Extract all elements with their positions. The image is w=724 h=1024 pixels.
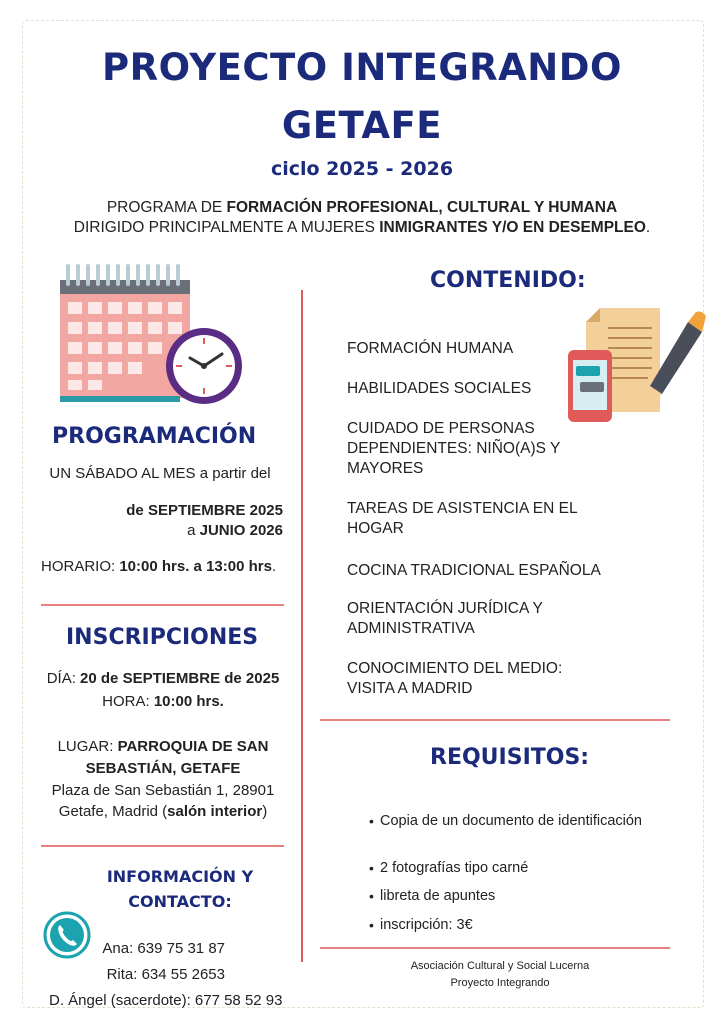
right-divider-2 (320, 947, 670, 949)
contenido-item (347, 499, 657, 539)
footer-line-2: Proyecto Integrando (450, 977, 550, 989)
left-divider-2 (41, 845, 284, 847)
left-divider-1 (41, 604, 284, 606)
dia-value: 20 de SEPTIEMBRE de 2025 (80, 670, 280, 687)
requisito-item (369, 917, 648, 933)
bullet: • (369, 917, 374, 933)
contenido-item-line: VISITA A MADRID (347, 680, 473, 697)
address-l2-pre: Getafe, Madrid ( (58, 803, 168, 820)
intro-l1-bold: FORMACIÓN PROFESIONAL, CULTURAL Y HUMANA (226, 199, 618, 216)
contenido-item-line: ADMINISTRATIVA (347, 620, 475, 637)
requisito-item (369, 860, 648, 876)
requisito-item (369, 888, 648, 904)
requisito-text: Copia de un documento de identificación (380, 813, 642, 829)
contenido-item-line: COCINA TRADICIONAL ESPAÑOLA (347, 562, 601, 579)
title-line-1: PROYECTO INTEGRANDO (102, 46, 622, 89)
contenido-item-line: MAYORES (347, 460, 424, 477)
programacion-line-1: UN SÁBADO AL MES a partir del (49, 465, 271, 482)
contacto-heading-1: INFORMACIÓN Y (106, 867, 254, 886)
column-divider (301, 290, 303, 962)
lugar-label: LUGAR: (57, 738, 118, 755)
contacto-heading-2: CONTACTO: (128, 892, 232, 911)
contenido-item (347, 561, 657, 581)
programacion-horario (41, 558, 276, 575)
title-line-2: GETAFE (281, 104, 443, 147)
programacion-dates-2 (40, 522, 283, 539)
contenido-item-line: CUIDADO DE PERSONAS (347, 420, 535, 437)
requisito-text: inscripción: 3€ (380, 917, 473, 933)
bullet: • (369, 860, 374, 876)
intro-l2-bold: INMIGRANTES Y/O EN DESEMPLEO (379, 219, 646, 236)
contenido-item-line: CONOCIMIENTO DEL MEDIO: (347, 660, 563, 677)
contenido-item (347, 599, 657, 639)
clock-icon (166, 328, 242, 404)
horario-end: . (271, 558, 277, 575)
intro-l2-post: . (645, 219, 651, 236)
contenido-item (347, 419, 657, 479)
requisito-text: 2 fotografías tipo carné (380, 860, 529, 876)
calendar-icon (56, 262, 248, 410)
contenido-item-line: DEPENDIENTES: NIÑO(A)S Y (347, 440, 561, 457)
dates-l2-bold: JUNIO 2026 (199, 522, 283, 539)
inscripciones-hora (36, 693, 290, 710)
programacion-dates-1: de SEPTIEMBRE 2025 (126, 502, 283, 519)
document-icon (560, 302, 710, 422)
horario-value: 10:00 hrs. a 13:00 hrs (119, 558, 272, 575)
bullet: • (369, 813, 374, 829)
requisitos-heading: REQUISITOS: (430, 745, 590, 770)
programacion-heading: PROGRAMACIÓN (52, 424, 257, 449)
address-l2-bold: salón interior (167, 803, 263, 820)
hora-label: HORA: (102, 693, 154, 710)
requisito-text: libreta de apuntes (380, 888, 496, 904)
contenido-item-line: FORMACIÓN HUMANA (347, 340, 514, 357)
intro-line-2 (20, 219, 704, 237)
dia-label: DÍA: (46, 670, 81, 687)
contenido-item (347, 339, 657, 359)
inscripciones-address-2 (36, 803, 290, 820)
subtitle: ciclo 2025 - 2026 (270, 158, 454, 180)
contenido-item-line: HABILIDADES SOCIALES (347, 380, 532, 397)
intro-line-1 (20, 199, 704, 217)
contenido-item-line: ORIENTACIÓN JURÍDICA Y (347, 600, 543, 617)
contact-rita: Rita: 634 55 2653 (106, 966, 225, 983)
footer-line-1: Asociación Cultural y Social Lucerna (410, 960, 590, 972)
right-divider-1 (320, 719, 670, 721)
address-l2-post: ) (262, 803, 268, 820)
contenido-heading: CONTENIDO: (430, 268, 586, 293)
inscripciones-heading: INSCRIPCIONES (66, 625, 259, 650)
inscripciones-lugar-2: SEBASTIÁN, GETAFE (85, 760, 241, 777)
horario-label: HORARIO: (41, 558, 120, 575)
bullet: • (369, 888, 374, 904)
contenido-item (347, 379, 657, 399)
intro-l1-pre: PROGRAMA DE (106, 199, 227, 216)
contact-ana: Ana: 639 75 31 87 (102, 940, 225, 957)
intro-l2-pre: DIRIGIDO PRINCIPALMENTE A MUJERES (73, 219, 380, 236)
inscripciones-lugar-1 (36, 738, 290, 755)
hora-value: 10:00 hrs. (153, 693, 224, 710)
lugar-value-1: PARROQUIA DE SAN (117, 738, 269, 755)
dates-l2-pre: a (187, 522, 200, 539)
requisito-item (369, 810, 648, 833)
inscripciones-address-1: Plaza de San Sebastián 1, 28901 (51, 782, 275, 799)
contact-angel: D. Ángel (sacerdote): 677 58 52 93 (49, 992, 283, 1009)
contenido-item (347, 659, 657, 699)
inscripciones-dia (36, 670, 290, 687)
contenido-item-line: TAREAS DE ASISTENCIA EN EL (347, 500, 578, 517)
contenido-item-line: HOGAR (347, 520, 404, 537)
